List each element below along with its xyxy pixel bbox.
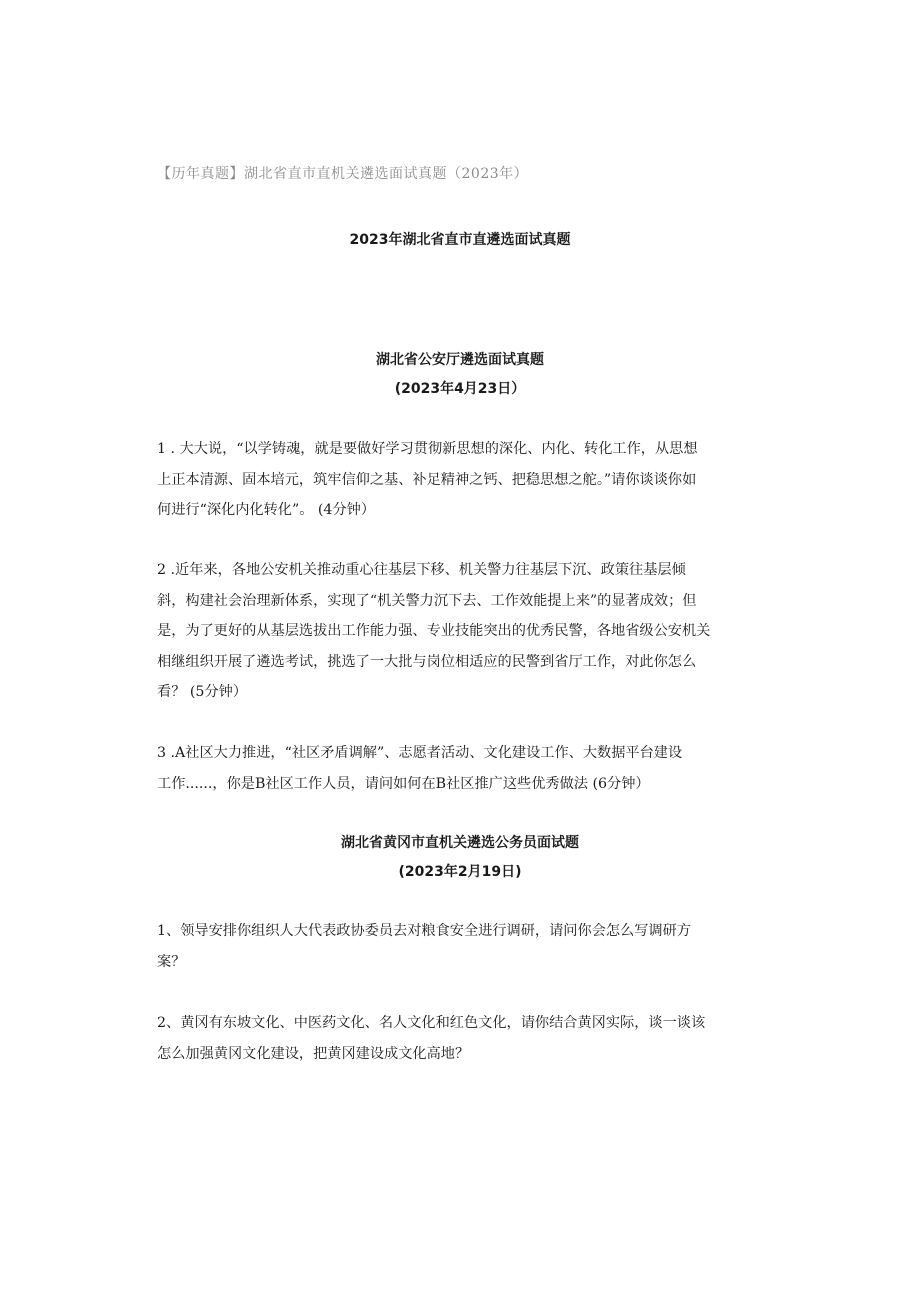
question-line: 看？ (5分钟）	[157, 684, 248, 700]
question-line: 1 . 大大说，“以学铸魂，就是要做好学习贯彻新思想的深化、内化、转化工作，从思想	[157, 441, 698, 457]
question-item	[157, 916, 767, 977]
question-line: 是，为了更好的从基层选拔出工作能力强、专业技能突出的优秀民警，各地省级公安机关	[157, 623, 711, 639]
document-header: 【历年真题】湖北省直市直机关遴选面试真题（2023年）	[157, 166, 529, 182]
question-line: 斜，构建社会治理新体系，实现了“机关警力沉下去、工作效能提上来”的显著成效；但	[157, 592, 697, 609]
question-line: 上正本清源、固本培元，筑牢信仰之基、补足精神之钙、把稳思想之舵。”请你谈谈你如	[157, 471, 697, 488]
question-line: 案？	[157, 953, 186, 970]
document-title: 2023年湖北省直市直遴选面试真题	[349, 232, 571, 248]
question-line: 相继组织开展了遴选考试，挑选了一大批与岗位相适应的民警到省厅工作，对此你怎么	[157, 653, 697, 670]
question-item	[157, 434, 767, 526]
question-line: 何进行“深化内化转化”。 (4分钟）	[157, 502, 376, 518]
question-item	[157, 738, 767, 799]
question-item	[157, 1008, 767, 1069]
question-line: 工作......，你是B社区工作人员，请问如何在B社区推广这些优秀做法 (6分钟）	[157, 775, 650, 792]
section-date: (2023年2月19日)	[398, 864, 522, 880]
question-line: 2 .近年来，各地公安机关推动重心往基层下移、机关警力往基层下沉、政策往基层倾	[157, 562, 686, 578]
section-title: 湖北省黄冈市直机关遴选公务员面试题	[341, 835, 579, 851]
section-title: 湖北省公安厅遴选面试真题	[376, 352, 544, 368]
question-line: 3 .A社区大力推进，“社区矛盾调解”、志愿者活动、文化建设工作、大数据平台建设	[157, 745, 683, 761]
question-line: 怎么加强黄冈文化建设，把黄冈建设成文化高地？	[157, 1045, 470, 1062]
question-item	[157, 555, 767, 708]
section-date: (2023年4月23日）	[394, 381, 526, 397]
question-line: 1、领导安排你组织人大代表政协委员去对粮食安全进行调研，请问你会怎么写调研方	[157, 923, 691, 939]
question-line: 2、黄冈有东坡文化、中医药文化、名人文化和红色文化，请你结合黄冈实际，谈一谈该	[157, 1015, 706, 1031]
